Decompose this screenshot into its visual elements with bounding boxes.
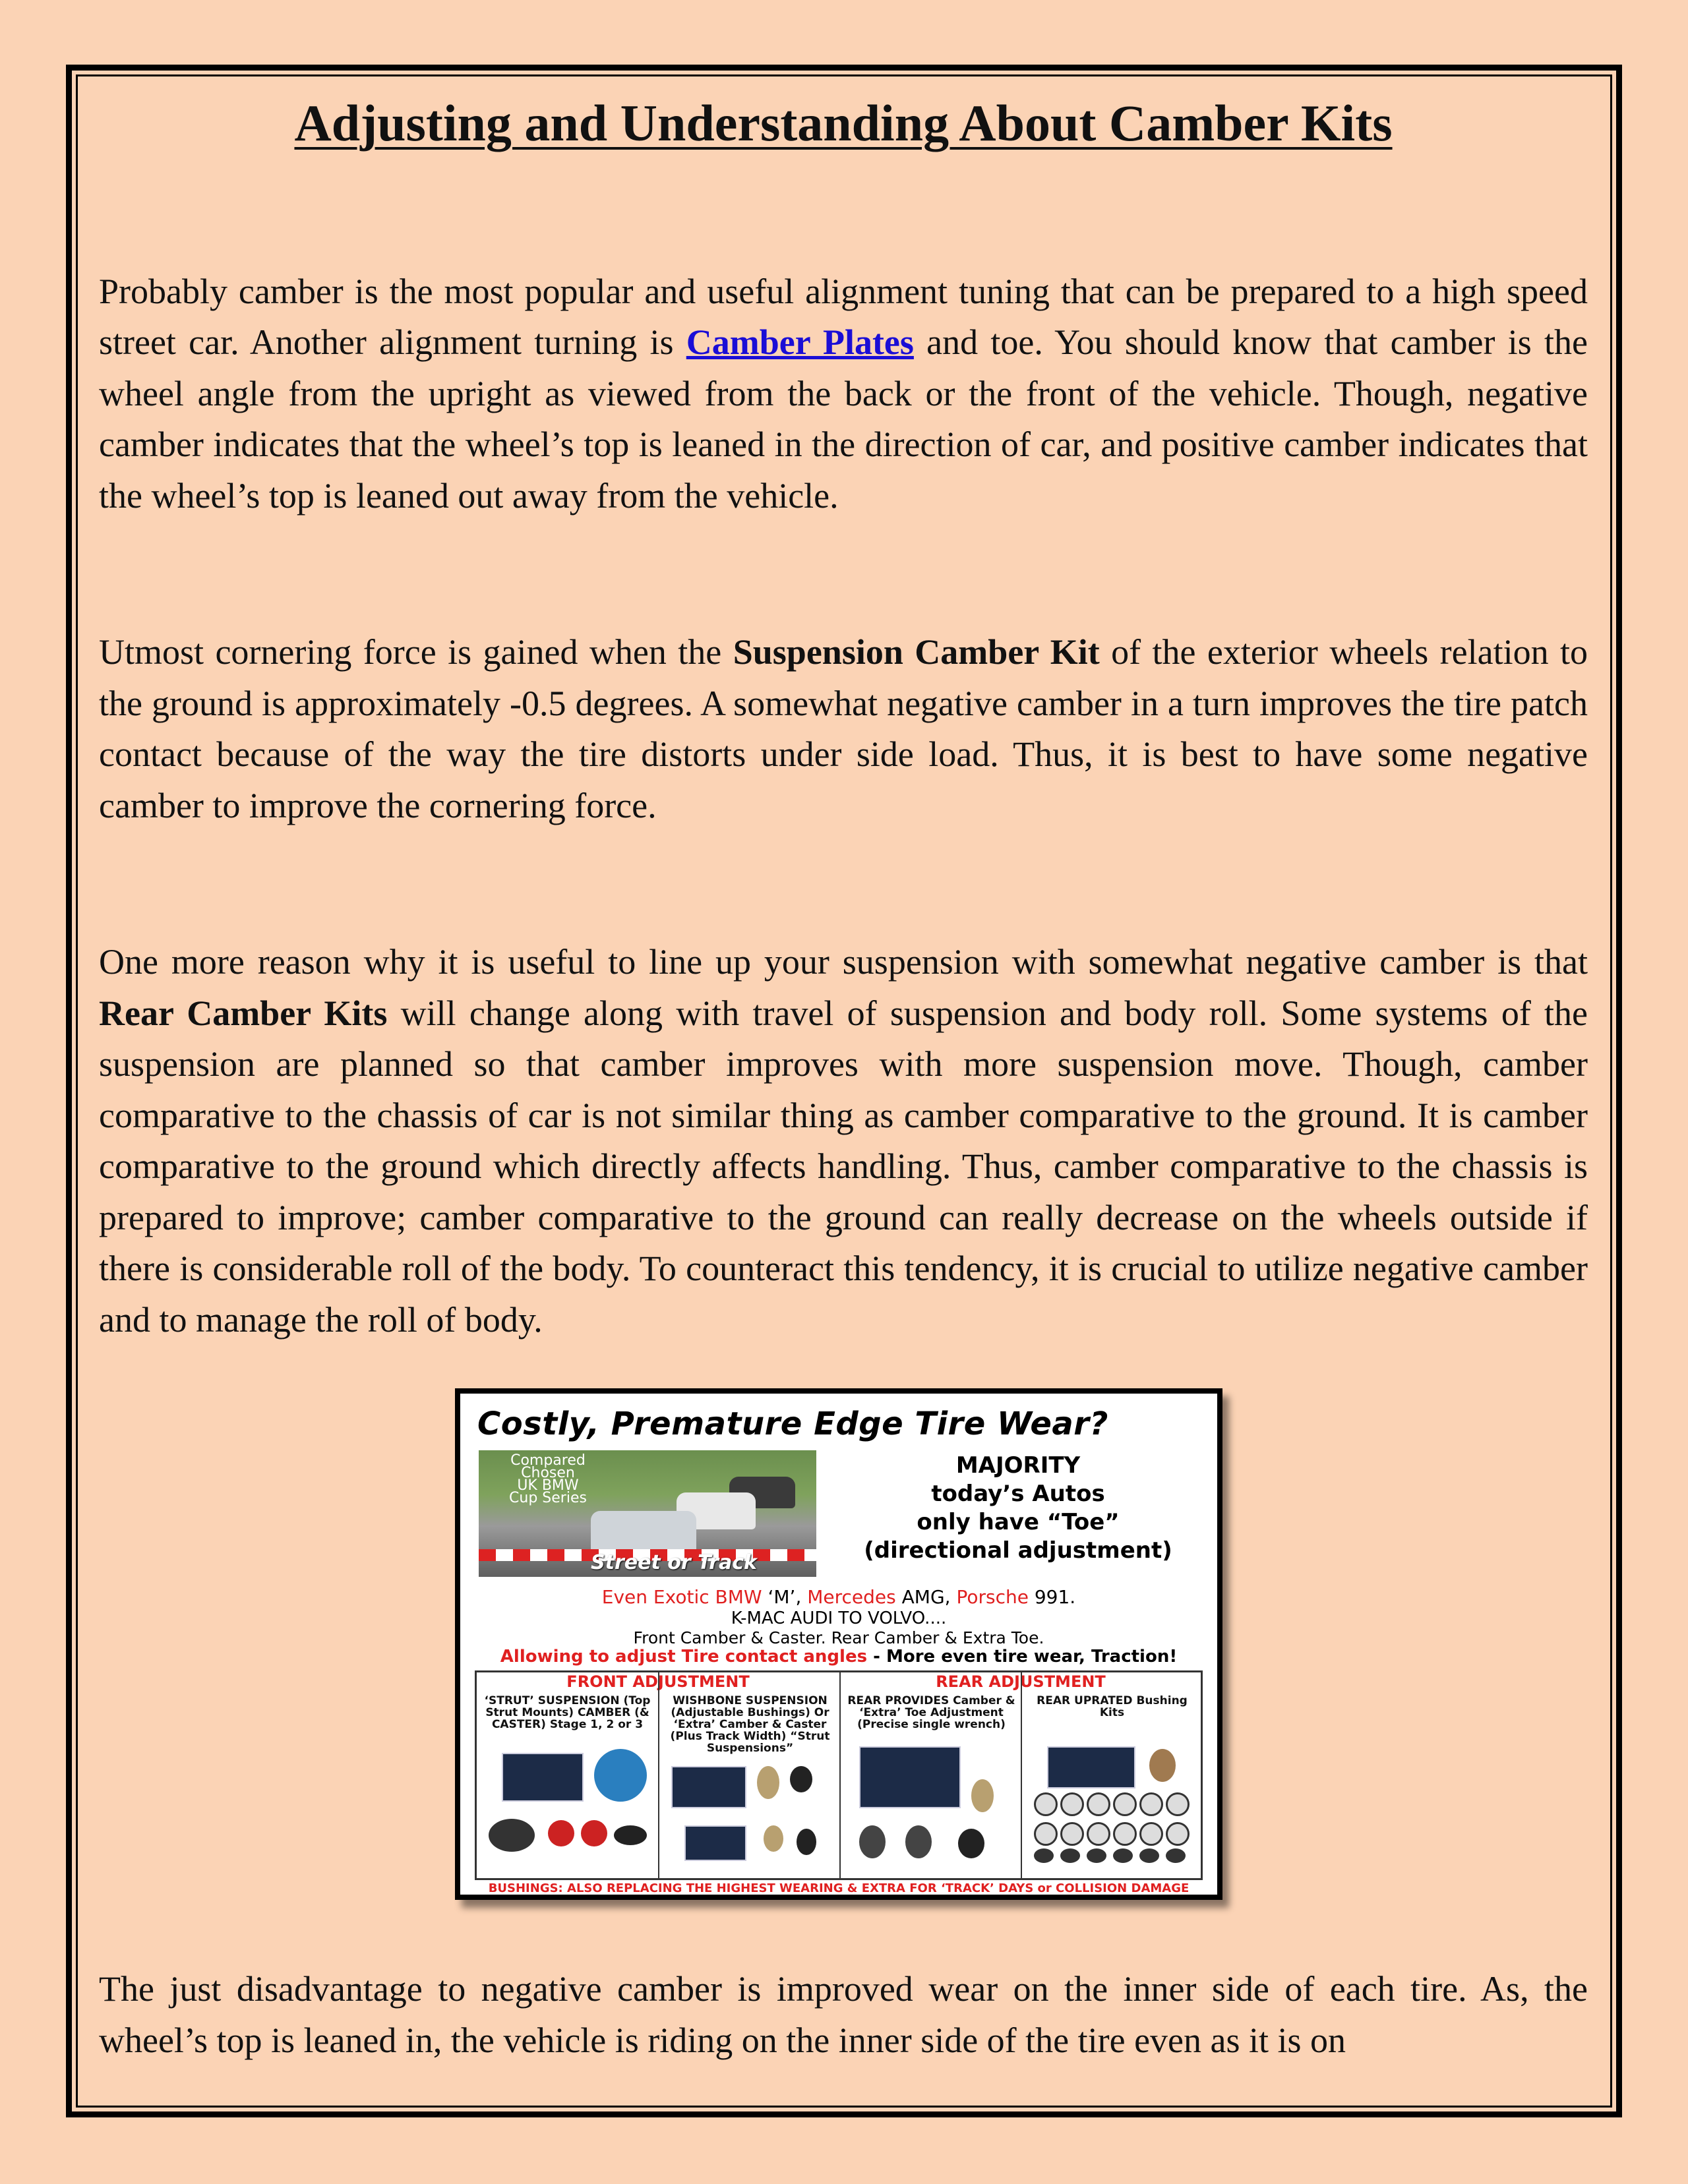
product-column-rear-bushings bbox=[1021, 1672, 1202, 1878]
bushing-part bbox=[614, 1825, 647, 1845]
parts-illustration bbox=[482, 1746, 653, 1872]
front-adjustment-header: FRONT ADJUSTMENT bbox=[566, 1672, 750, 1692]
bushing-part bbox=[971, 1779, 994, 1812]
adjustments-line: Front Camber & Caster. Rear Camber & Extra Toe. bbox=[633, 1628, 1044, 1648]
bolt-part bbox=[958, 1829, 984, 1858]
race-cars-photo bbox=[479, 1450, 816, 1577]
bushing-part bbox=[548, 1820, 574, 1846]
majority-line: only have “Toe” bbox=[917, 1509, 1120, 1536]
product-column-strut bbox=[477, 1672, 658, 1878]
parts-illustration bbox=[846, 1746, 1017, 1872]
rear-camber-kits-term: Rear Camber Kits bbox=[99, 993, 388, 1033]
camber-plates-link[interactable]: Camber Plates bbox=[686, 322, 914, 363]
product-box bbox=[1047, 1746, 1135, 1788]
brand-sep: ‘M’, bbox=[762, 1586, 808, 1608]
product-box bbox=[671, 1766, 746, 1808]
advertisement-image bbox=[455, 1388, 1232, 1909]
bushing-part bbox=[1113, 1822, 1137, 1846]
photo-caption-line: Compared bbox=[510, 1452, 586, 1469]
brand-porsche: Porsche bbox=[956, 1586, 1029, 1608]
paragraph-3 bbox=[99, 937, 1588, 1345]
ad-card bbox=[455, 1388, 1222, 1900]
bushing-part bbox=[764, 1825, 783, 1852]
photo-caption-line: UK BMW bbox=[517, 1477, 579, 1494]
ad-footer: BUSHINGS: ALSO REPLACING THE HIGHEST WEARING & EXTRA FOR ‘TRACK’ DAYS or COLLISION DAMAGE bbox=[488, 1881, 1190, 1896]
product-box bbox=[684, 1825, 746, 1861]
column-description: ‘STRUT’ SUSPENSION (Top Strut Mounts) CAMBER (& CASTER) Stage 1, 2 or 3 bbox=[484, 1694, 651, 1732]
product-column-wishbone bbox=[658, 1672, 841, 1878]
suspension-camber-kit-term: Suspension Camber Kit bbox=[733, 632, 1100, 672]
bushing-part bbox=[1149, 1749, 1176, 1782]
bushing-part bbox=[489, 1819, 535, 1852]
brands-line bbox=[460, 1586, 1217, 1608]
bushing-part bbox=[1060, 1792, 1084, 1816]
tagline-red: Allowing to adjust Tire contact angles bbox=[500, 1647, 868, 1667]
brand-bmw: Even Exotic BMW bbox=[601, 1586, 762, 1608]
bolt-part bbox=[905, 1825, 932, 1858]
brand-sep: 991. bbox=[1028, 1586, 1076, 1608]
bushing-part bbox=[1113, 1792, 1137, 1816]
bushing-part bbox=[1166, 1792, 1190, 1816]
bushing-part bbox=[797, 1829, 816, 1855]
paragraph-4: The just disadvantage to negative camber is improved wear on the inner side of each tire. As, the wheel’s top is leaned in, the vehicle is riding on the inner side of the tire even as it is on bbox=[99, 1969, 1588, 2060]
majority-line: today’s Autos bbox=[931, 1481, 1105, 1508]
parts-illustration bbox=[1027, 1746, 1197, 1872]
bushing-part bbox=[1087, 1848, 1106, 1863]
photo-caption-line: Chosen bbox=[521, 1465, 575, 1482]
paragraph-1 bbox=[99, 266, 1588, 522]
column-description: WISHBONE SUSPENSION (Adjustable Bushings) Or ‘Extra’ Camber & Caster (Plus Track Width) “Strut Suspensions” bbox=[670, 1694, 830, 1756]
page-title: Adjusting and Understanding About Camber Kits bbox=[294, 94, 1393, 152]
bushing-part bbox=[1060, 1848, 1080, 1863]
bushing-part bbox=[1087, 1822, 1110, 1846]
column-description: REAR PROVIDES Camber & ‘Extra’ Toe Adjustment (Precise single wrench) bbox=[847, 1694, 1015, 1732]
bushing-part bbox=[581, 1820, 607, 1846]
bushing-part bbox=[1113, 1848, 1133, 1863]
document-body bbox=[99, 92, 1588, 2066]
product-box bbox=[859, 1746, 961, 1808]
majority-line: (directional adjustment) bbox=[864, 1537, 1172, 1564]
majority-line: MAJORITY bbox=[955, 1452, 1081, 1479]
paragraph-1-text-b: and toe. You should know that camber is the wheel angle from the upright as viewed from the back or the front of the vehicle. Though, negative camber indicates that the wheel’s top is leaned in the direction of car, and positive camber indicates that the wheel’s top is leaned out away from the vehicle. bbox=[99, 322, 1588, 516]
bolt-part bbox=[859, 1825, 886, 1858]
bushing-part bbox=[1034, 1792, 1058, 1816]
parts-illustration bbox=[665, 1746, 835, 1872]
photo-label: Street or Track bbox=[591, 1551, 758, 1575]
product-column-rear-camber bbox=[839, 1672, 1022, 1878]
bushing-part bbox=[1060, 1822, 1084, 1846]
brand-mercedes: Mercedes bbox=[807, 1586, 896, 1608]
majority-text bbox=[827, 1452, 1209, 1565]
photo-caption-line: Cup Series bbox=[509, 1490, 587, 1507]
bushing-part bbox=[1139, 1848, 1159, 1863]
bushing-part bbox=[1034, 1822, 1058, 1846]
bushing-part bbox=[1139, 1792, 1163, 1816]
photo-caption bbox=[498, 1452, 597, 1507]
bushing-part bbox=[1034, 1848, 1054, 1863]
paragraph-2 bbox=[99, 627, 1588, 831]
column-description: REAR UPRATED Bushing Kits bbox=[1037, 1694, 1188, 1720]
tagline bbox=[460, 1647, 1217, 1667]
makes-line: K-MAC AUDI TO VOLVO.... bbox=[731, 1608, 947, 1629]
bushing-part bbox=[1166, 1822, 1190, 1846]
bushing-part bbox=[1087, 1792, 1110, 1816]
bushing-part bbox=[1166, 1848, 1186, 1863]
paragraph-3-text-a: One more reason why it is useful to line up your suspension with somewhat negative camber is that bbox=[99, 942, 1588, 982]
brand-sep: AMG, bbox=[895, 1586, 957, 1608]
strut-mount-part bbox=[594, 1749, 647, 1802]
paragraph-2-text-b: of the exterior wheels relation to the ground is approximately -0.5 degrees. A somewhat negative camber in a turn improves the tire patch contact because of the way the tire distorts under side load. Thus, it is best to have some negative camber to improve the cornering force. bbox=[99, 632, 1588, 825]
products-panel bbox=[475, 1670, 1203, 1880]
paragraph-3-text-b: will change along with travel of suspension and body roll. Some systems of the suspension are planned so that camber improves with more suspension move. Though, camber comparative to the chassis of car is not similar thing as camber comparative to the ground. It is camber comparative to the ground which directly affects handling. Thus, camber comparative to the chassis is prepared to improve; camber comparative to the ground can really decrease on the wheels outside if there is considerable roll of the body. To counteract this tendency, it is crucial to utilize negative camber and to manage the roll of body. bbox=[99, 993, 1588, 1340]
bushing-part bbox=[1139, 1822, 1163, 1846]
ad-headline: Costly, Premature Edge Tire Wear? bbox=[477, 1405, 1108, 1443]
paragraph-1-text-a: Probably camber is the most popular and useful alignment tuning that can be prepared to a high speed street car. Another alignment turning is bbox=[99, 271, 1588, 363]
bushing-part bbox=[790, 1766, 812, 1792]
paragraph-2-text-a: Utmost cornering force is gained when the bbox=[99, 632, 733, 672]
product-box bbox=[502, 1753, 584, 1802]
tagline-black: - More even tire wear, Traction! bbox=[867, 1647, 1178, 1667]
rear-adjustment-header: REAR ADJUSTMENT bbox=[936, 1672, 1106, 1692]
bushing-part bbox=[757, 1766, 779, 1799]
